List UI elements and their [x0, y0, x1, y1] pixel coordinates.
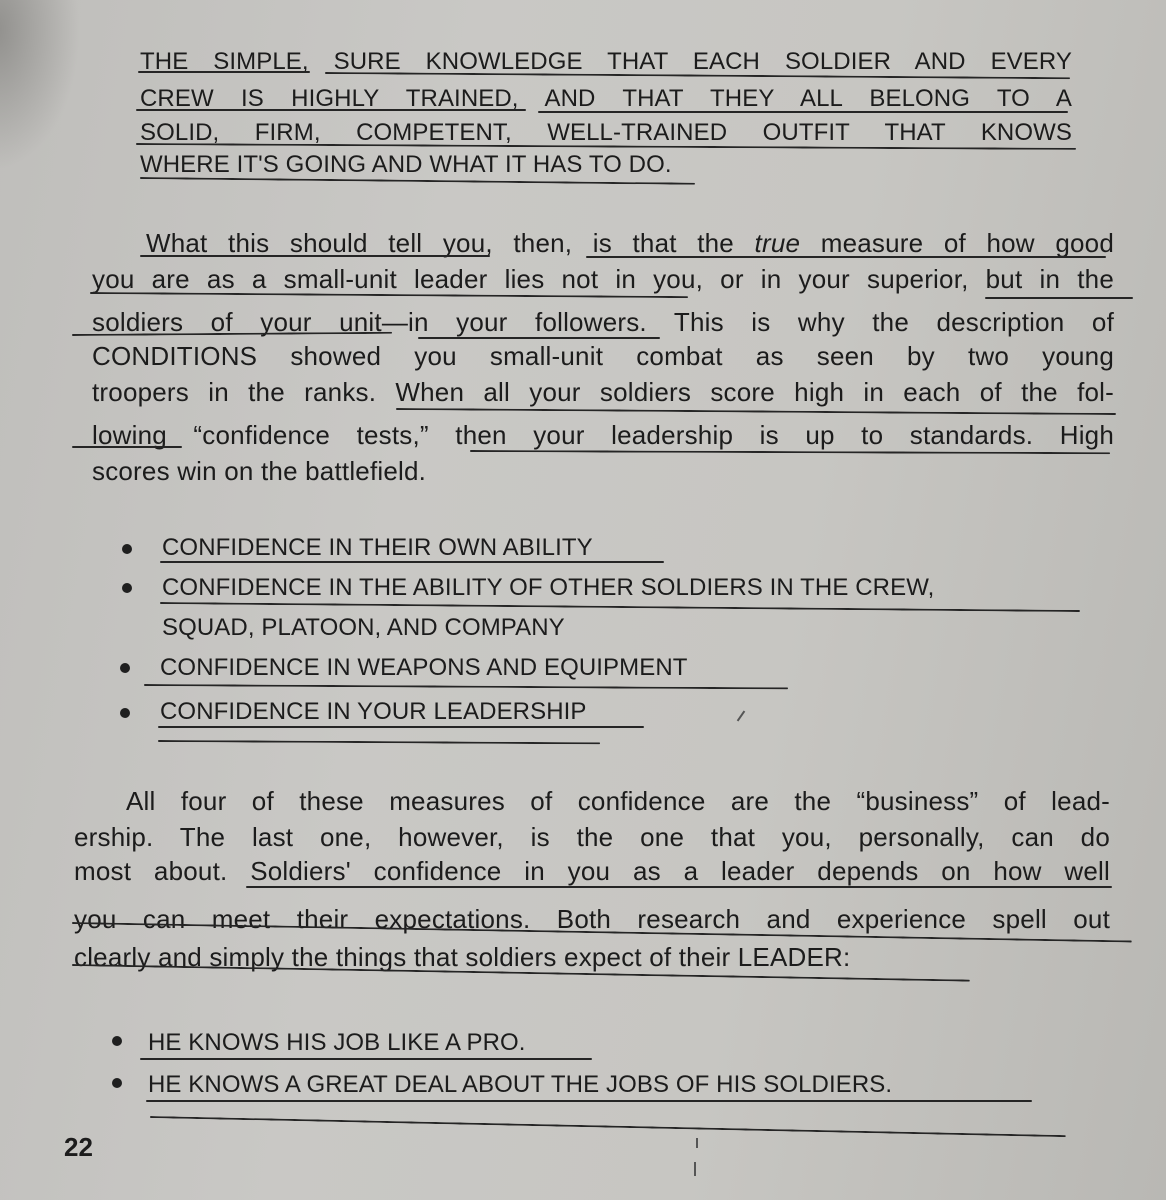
- pen-underline: [146, 1100, 1032, 1102]
- pen-underline: [138, 71, 310, 73]
- second-line-2: you are as a small-unit leader lies not in you, or in your superior, but in the: [92, 264, 1114, 294]
- pen-mark: [737, 711, 746, 722]
- opening-line-1: THE SIMPLE, SURE KNOWLEDGE THAT EACH SOLDIER AND EVERY: [140, 48, 1072, 75]
- second-line-1-before: What this should tell you, then, is that the: [146, 228, 755, 258]
- second-line-6: lowing “confidence tests,” then your leadership is up to standards. High: [92, 420, 1114, 450]
- opening-line-2: CREW IS HIGHLY TRAINED, AND THAT THEY ALL BELONG TO A: [140, 85, 1072, 112]
- pen-underline: [985, 297, 1133, 299]
- third-line-4: you can meet their expectations. Both research and experience spell out: [74, 904, 1110, 934]
- pen-underline: [150, 1116, 1066, 1137]
- pen-underline: [160, 602, 1080, 612]
- pen-underline: [158, 726, 644, 728]
- bullet-dot: [112, 1078, 122, 1088]
- bullet-dot: [120, 708, 130, 718]
- pen-underline: [160, 561, 664, 563]
- second-line-5: troopers in the ranks. When all your soldiers score high in each of the fol-: [92, 377, 1114, 407]
- bullet-dot: [122, 583, 132, 593]
- pen-underline: [586, 256, 1106, 258]
- pen-underline: [538, 111, 1068, 113]
- list-item-continuation: SQUAD, PLATOON, AND COMPANY: [162, 614, 565, 641]
- list-item: HE KNOWS HIS JOB LIKE A PRO.: [148, 1029, 526, 1056]
- pen-mark: [694, 1162, 696, 1176]
- pen-mark: [696, 1138, 698, 1148]
- opening-line-3: SOLID, FIRM, COMPETENT, WELL-TRAINED OUTFIT THAT KNOWS: [140, 119, 1072, 146]
- emphasis-true: true: [754, 228, 801, 258]
- bullet-dot: [112, 1036, 122, 1046]
- list-item: HE KNOWS A GREAT DEAL ABOUT THE JOBS OF HIS SOLDIERS.: [148, 1071, 893, 1098]
- page-corner-shadow: [0, 0, 80, 170]
- second-line-4: CONDITIONS showed you small-unit combat as seen by two young: [92, 341, 1114, 371]
- second-line-1: [146, 228, 1114, 258]
- second-line-3: soldiers of your unit—in your followers. This is why the description of: [92, 307, 1114, 337]
- second-line-7: scores win on the battlefield.: [92, 456, 427, 486]
- pen-underline: [396, 408, 1116, 415]
- page-number: 22: [64, 1132, 93, 1162]
- third-line-2: ership. The last one, however, is the one that you, personally, can do: [74, 822, 1110, 852]
- pen-underline: [140, 1058, 592, 1060]
- list-item: CONFIDENCE IN THEIR OWN ABILITY: [162, 534, 593, 561]
- pen-underline: [144, 684, 788, 689]
- third-line-1: All four of these measures of confidence are the “business” of lead-: [126, 786, 1110, 816]
- third-line-5: clearly and simply the things that soldiers expect of their LEADER:: [74, 942, 851, 972]
- pen-underline: [140, 255, 490, 257]
- pen-underline: [246, 886, 1112, 888]
- bullet-dot: [120, 663, 130, 673]
- pen-underline: [158, 740, 600, 744]
- opening-line-4: WHERE IT'S GOING AND WHAT IT HAS TO DO.: [140, 151, 672, 178]
- list-item: CONFIDENCE IN THE ABILITY OF OTHER SOLDIERS IN THE CREW,: [162, 574, 935, 601]
- pen-underline: [136, 109, 526, 111]
- list-item: CONFIDENCE IN WEAPONS AND EQUIPMENT: [160, 654, 688, 681]
- bullet-dot: [122, 544, 132, 554]
- second-line-1-after: measure of how good: [800, 228, 1114, 258]
- pen-underline: [470, 450, 1110, 454]
- pen-underline: [418, 337, 660, 339]
- pen-underline: [72, 446, 182, 448]
- list-item: CONFIDENCE IN YOUR LEADERSHIP: [160, 698, 587, 725]
- third-line-3: most about. Soldiers' confidence in you as a leader depends on how well: [74, 856, 1110, 886]
